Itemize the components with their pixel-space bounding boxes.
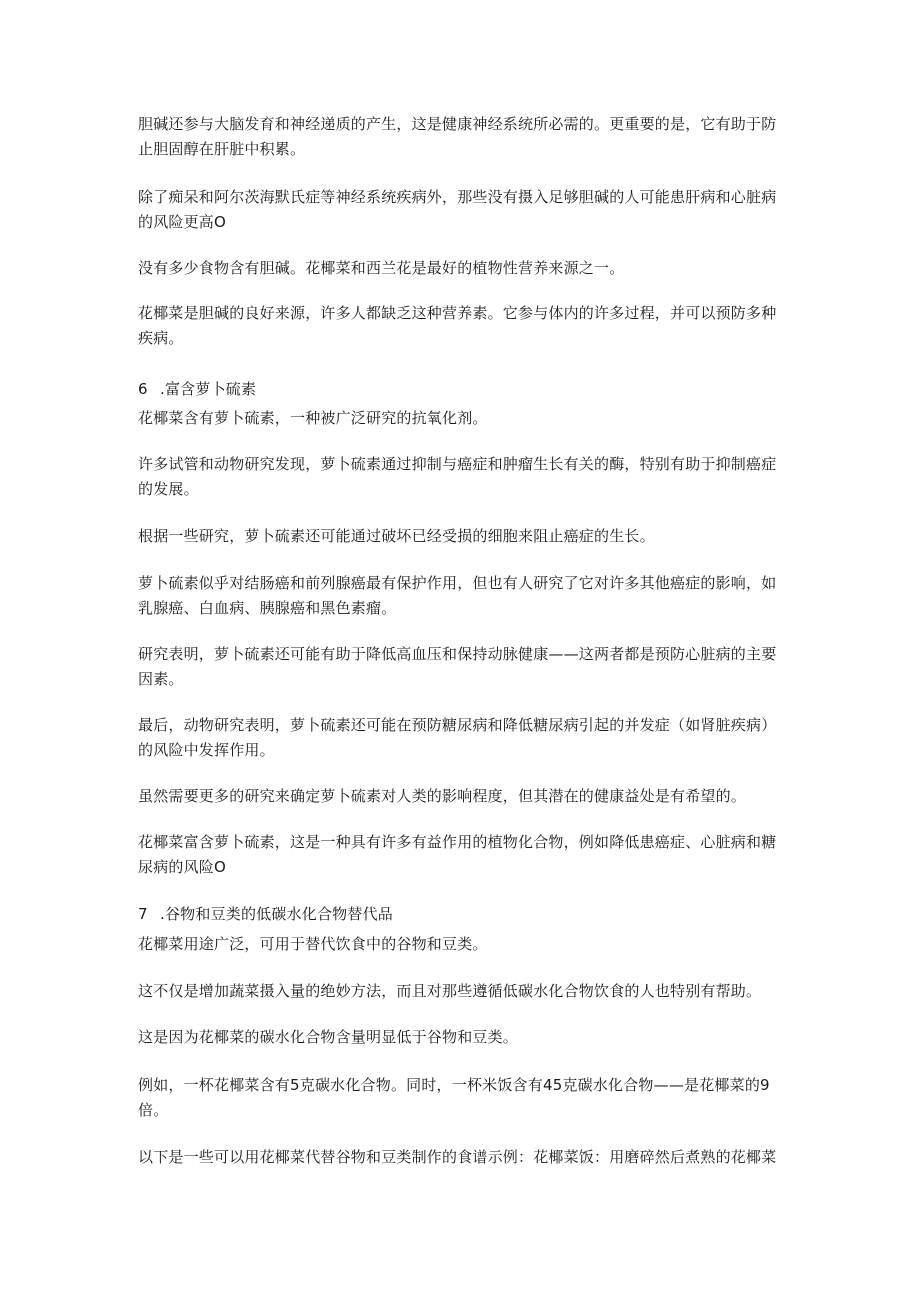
- paragraph-choline-disease-risk: 除了痴呆和阿尔茨海默氏症等神经系统疾病外，那些没有摄入足够胆碱的人可能患肝病和心脏病的风险更高O: [138, 188, 777, 231]
- section-6-heading: [138, 378, 788, 400]
- paragraph-sulforaphane-summary: 花椰菜富含萝卜硫素，这是一种具有许多有益作用的植物化合物，例如降低患癌症、心脏病和糖尿病的风险O: [138, 833, 777, 876]
- paragraph-carb-content: 这是因为花椰菜的碳水化合物含量明显低于谷物和豆类。: [138, 1028, 519, 1046]
- section-7-heading: [138, 903, 788, 925]
- paragraph-sulforaphane-cell-damage: 根据一些研究，萝卜硫素还可能通过破坏已经受损的细胞来阻止癌症的生长。: [138, 527, 655, 545]
- paragraph-low-carb-diet: 这不仅是增加蔬菜摄入量的绝妙方法，而且对那些遵循低碳水化合物饮食的人也特别有帮助。: [138, 982, 762, 1000]
- paragraph-choline-neuro: 胆碱还参与大脑发育和神经递质的产生，这是健康神经系统所必需的。更重要的是，它有助于防止胆固醇在肝脏中积累。: [138, 115, 777, 158]
- paragraph-grain-substitute: 花椰菜用途广泛，可用于替代饮食中的谷物和豆类。: [138, 935, 488, 953]
- paragraph-sulforaphane-diabetes: 最后，动物研究表明，萝卜硫素还可能在预防糖尿病和降低糖尿病引起的并发症（如肾脏疾病）的风险中发挥作用。: [138, 716, 777, 759]
- section-6-title: .富含萝卜硫素: [160, 380, 257, 398]
- section-7-number: 7: [138, 905, 148, 923]
- paragraph-sulforaphane-cancers: 萝卜硫素似乎对结肠癌和前列腺癌最有保护作用，但也有人研究了它对许多其他癌症的影响，如乳腺癌、白血病、胰腺癌和黑色素瘤。: [138, 574, 777, 617]
- paragraph-sulforaphane-enzymes: 许多试管和动物研究发现，萝卜硫素通过抑制与癌症和肿瘤生长有关的酶，特别有助于抑制癌症的发展。: [138, 455, 777, 498]
- paragraph-carb-comparison: 例如，一杯花椰菜含有5克碳水化合物。同时，一杯米饭含有45克碳水化合物——是花椰菜的9倍。: [138, 1076, 770, 1119]
- paragraph-sulforaphane-blood-pressure: 研究表明，萝卜硫素还可能有助于降低高血压和保持动脉健康——这两者都是预防心脏病的主要因素。: [138, 645, 777, 688]
- paragraph-sulforaphane-further-research: 虽然需要更多的研究来确定萝卜硫素对人类的影响程度，但其潜在的健康益处是有希望的。: [138, 787, 747, 805]
- section-7-title: .谷物和豆类的低碳水化合物替代品: [160, 905, 393, 923]
- paragraph-choline-food-sources: 没有多少食物含有胆碱。花椰菜和西兰花是最好的植物性营养来源之一。: [138, 259, 625, 277]
- paragraph-recipe-examples: 以下是一些可以用花椰菜代替谷物和豆类制作的食谱示例：花椰菜饭：用磨碎然后煮熟的花椰菜: [138, 1148, 777, 1166]
- paragraph-choline-summary: 花椰菜是胆碱的良好来源，许多人都缺乏这种营养素。它参与体内的许多过程，并可以预防多种疾病。: [138, 304, 777, 347]
- section-6-number: 6: [138, 380, 148, 398]
- paragraph-sulforaphane-intro: 花椰菜含有萝卜硫素，一种被广泛研究的抗氧化剂。: [138, 409, 488, 427]
